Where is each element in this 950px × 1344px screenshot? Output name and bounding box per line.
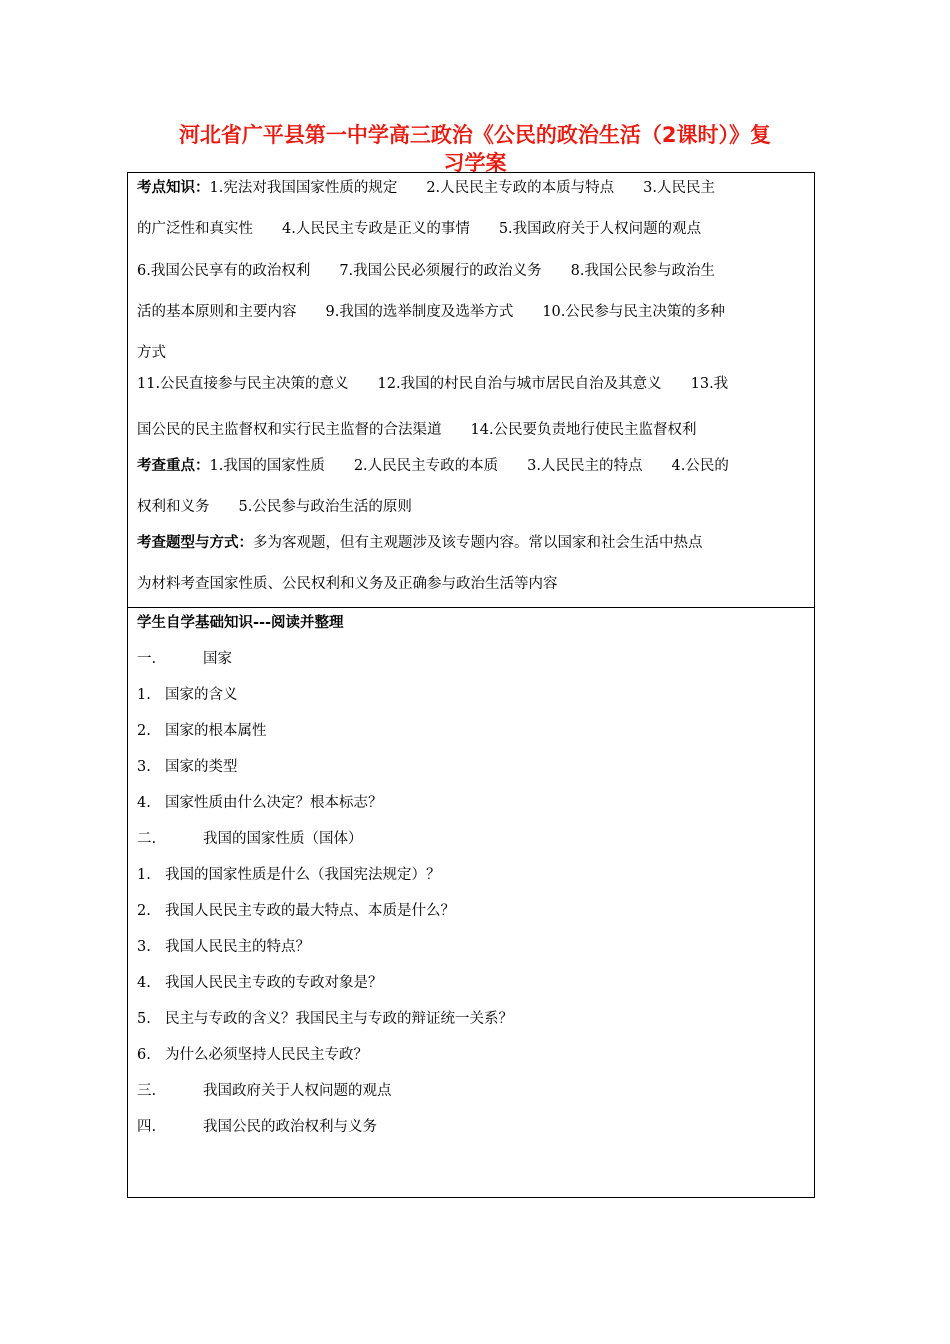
exam-points-line-5: 方式 [137, 345, 166, 361]
section-2-item-5: 5. 民主与专政的含义？我国民主与专政的辩证统一关系？ [137, 1011, 513, 1027]
section-1-item-2: 2. 国家的根本属性 [137, 723, 267, 739]
title-line-2: 习学案 [443, 151, 507, 175]
exam-points-line-3: 6.我国公民享有的政治权利 7.我国公民必须履行的政治义务 8.我国公民参与政治生 [137, 263, 715, 279]
zhongdian-label: 考查重点： [137, 458, 210, 474]
exam-points-line-6: 11.公民直接参与民主决策的意义 12.我国的村民自治与城市居民自治及其意义 13.我 [137, 376, 729, 392]
document-title [128, 121, 822, 177]
exam-points-line-7: 国公民的民主监督权和实行民主监督的合法渠道 14.公民要负责地行使民主监督权利 [137, 422, 697, 438]
section-4-heading: 四. 我国公民的政治权利与义务 [137, 1119, 377, 1135]
exam-points-line-4: 活的基本原则和主要内容 9.我国的选举制度及选举方式 10.公民参与民主决策的多种 [137, 304, 725, 320]
section-2-heading: 二. 我国的国家性质（国体） [137, 831, 363, 847]
section-2-item-3: 3. 我国人民民主的特点？ [137, 939, 310, 955]
section-3-heading: 三. 我国政府关于人权问题的观点 [137, 1083, 392, 1099]
section-2-item-2: 2. 我国人民民主专政的最大特点、本质是什么？ [137, 903, 455, 919]
exam-points-box [127, 172, 815, 608]
question-types-line-1: 考查题型与方式：多为客观题，但有主观题涉及该专题内容。常以国家和社会生活中热点 [137, 535, 703, 551]
tixing-label: 考查题型与方式： [137, 535, 253, 551]
section-2-item-4: 4. 我国人民民主专政的专政对象是？ [137, 975, 383, 991]
question-types-line-2: 为材料考查国家性质、公民权利和义务及正确参与政治生活等内容 [137, 576, 558, 592]
self-study-heading: 学生自学基础知识---阅读并整理 [137, 615, 344, 631]
section-1-item-4: 4. 国家性质由什么决定？根本标志？ [137, 795, 383, 811]
kaodian-label: 考点知识： [137, 180, 210, 196]
exam-points-line-2: 的广泛性和真实性 4.人民民主专政是正义的事情 5.我国政府关于人权问题的观点 [137, 221, 702, 237]
self-study-box [127, 607, 815, 1198]
section-1-heading: 一. 国家 [137, 651, 232, 667]
section-2-item-1: 1. 我国的国家性质是什么（我国宪法规定）？ [137, 867, 441, 883]
key-points-line-2: 权利和义务 5.公民参与政治生活的原则 [137, 499, 412, 515]
section-1-item-1: 1. 国家的含义 [137, 687, 238, 703]
exam-points-line-1: 考点知识：1.宪法对我国国家性质的规定 2.人民民主专政的本质与特点 3.人民民主 [137, 180, 716, 196]
section-2-item-6: 6. 为什么必须坚持人民民主专政？ [137, 1047, 368, 1063]
section-1-item-3: 3. 国家的类型 [137, 759, 238, 775]
title-line-1: 河北省广平县第一中学高三政治《公民的政治生活（2课时）》复 [178, 123, 772, 147]
key-points-line-1: 考查重点：1.我国的国家性质 2.人民民主专政的本质 3.人民民主的特点 4.公民的 [137, 458, 729, 474]
